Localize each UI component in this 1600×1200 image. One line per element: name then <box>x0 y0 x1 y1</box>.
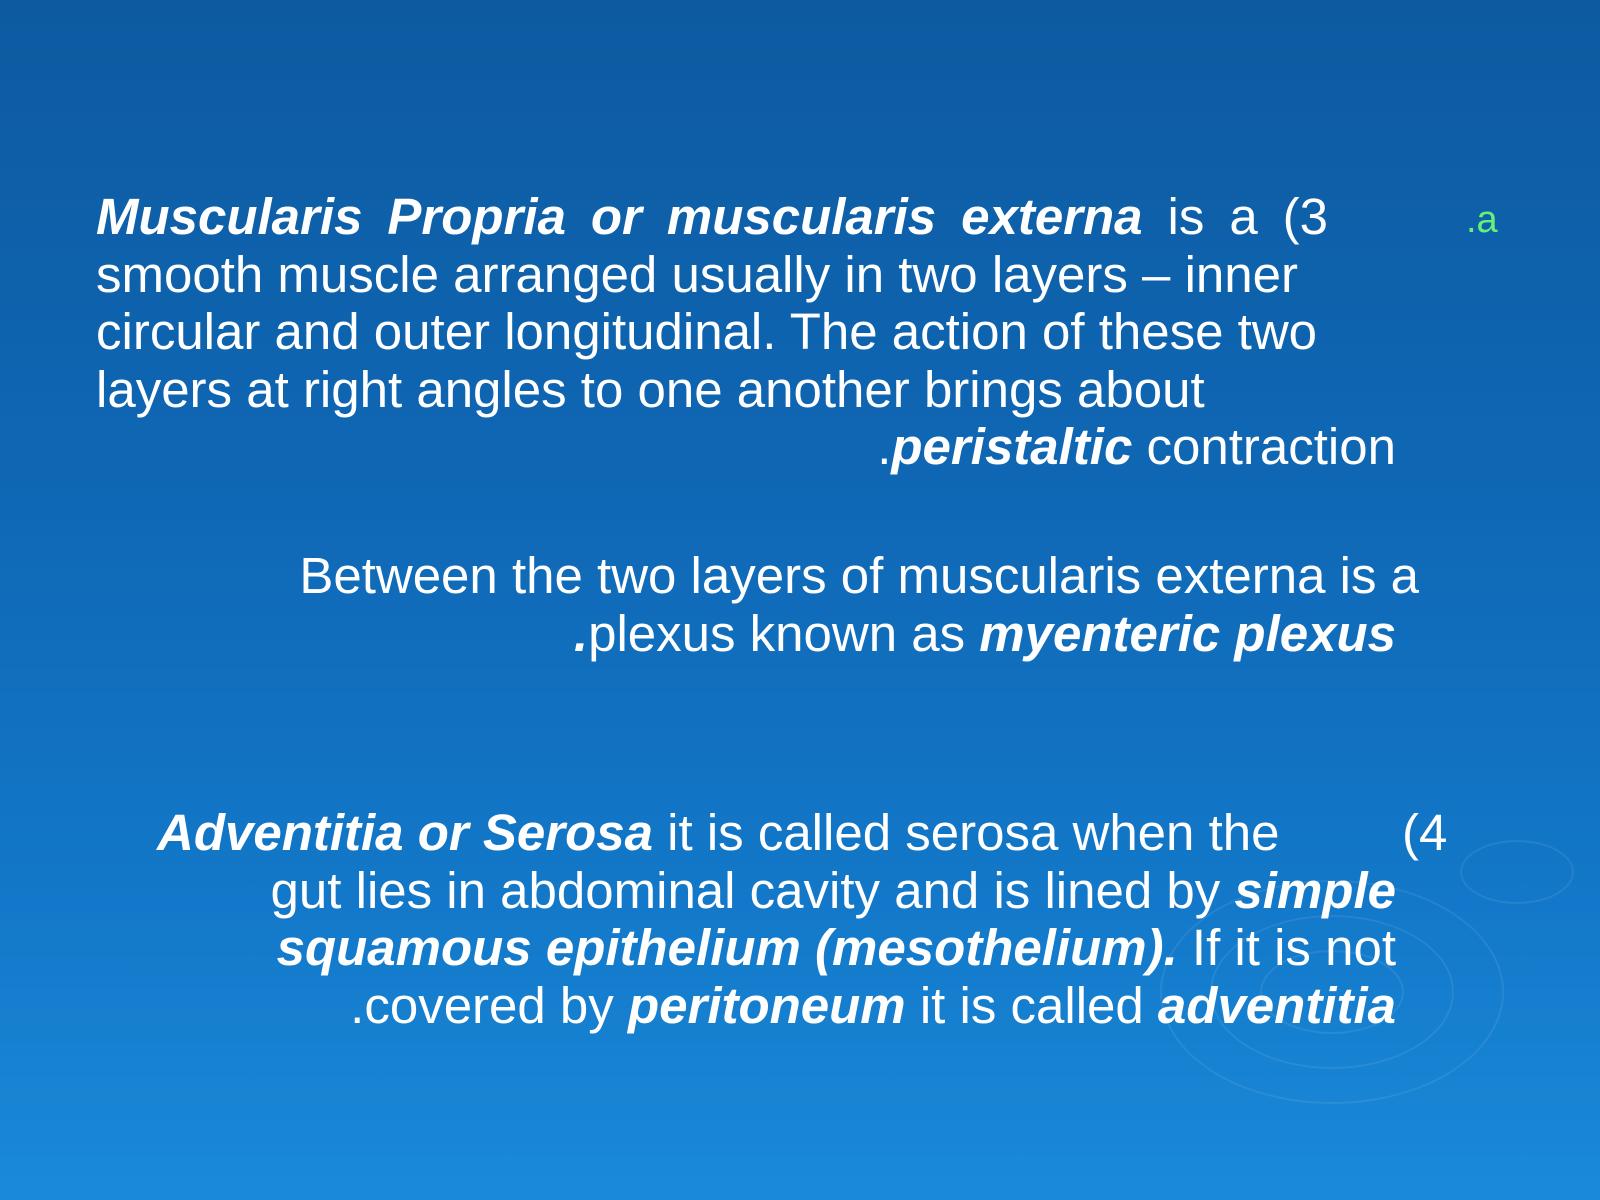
text-word: inner <box>1184 245 1298 303</box>
text-word: two <box>1237 303 1318 360</box>
section-4-line-1 <box>96 804 1448 862</box>
section-4-line-4 <box>96 977 1396 1035</box>
text-word: is <box>1167 188 1205 245</box>
term-adventitia-serosa: Adventitia or Serosa <box>157 804 653 861</box>
text-word: and <box>274 303 360 360</box>
ripple-decoration <box>1460 840 1574 904</box>
section-3-line-5 <box>96 418 1396 476</box>
text-fragment: . <box>877 418 892 475</box>
text-word: circular <box>96 303 261 360</box>
text-fragment: . <box>573 604 589 662</box>
text-word: about <box>1077 360 1205 418</box>
term-simple: simple <box>1234 861 1396 919</box>
text-fragment: it is called serosa when the <box>652 804 1280 861</box>
section-4-line-3 <box>96 919 1396 977</box>
term-myenteric-plexus: myenteric plexus <box>979 604 1396 662</box>
text-word: layers <box>991 245 1128 303</box>
text-word: muscle <box>277 245 439 303</box>
section-3-line-1 <box>96 188 1396 246</box>
text-word: at <box>246 360 289 418</box>
text-word: outer <box>373 303 491 360</box>
term-word: or <box>590 188 642 245</box>
text-word: two <box>898 245 978 303</box>
text-word: another <box>736 360 910 418</box>
term-word: externa <box>961 188 1143 245</box>
text-word: in <box>844 245 885 303</box>
section-3-line-2 <box>96 246 1396 304</box>
list-marker: .a <box>1466 199 1498 241</box>
myenteric-paragraph <box>96 547 1419 662</box>
text-word: a <box>1229 188 1258 245</box>
text-word: The <box>789 303 878 360</box>
text-fragment: gut lies in abdominal cavity and is lined by <box>270 861 1235 919</box>
text-word: smooth <box>96 245 264 303</box>
section-3-paragraph <box>96 188 1396 476</box>
text-fragment: plexus known as <box>588 604 980 662</box>
text-word: these <box>1098 303 1224 360</box>
text-word: to <box>580 360 624 418</box>
text-word: longitudinal. <box>504 303 777 360</box>
section-4-paragraph <box>96 804 1448 1034</box>
term-squamous-epithelium: squamous epithelium (mesothelium). <box>276 919 1178 976</box>
text-word: action <box>891 303 1028 360</box>
term-word: Propria <box>387 188 566 245</box>
text-fragment: .covered by <box>350 976 628 1034</box>
myenteric-line-2 <box>96 605 1396 663</box>
term-word: Muscularis <box>96 188 363 245</box>
text-fragment: If it is not <box>1177 919 1396 976</box>
text-fragment: contraction <box>1132 418 1396 475</box>
text-fragment: it is called <box>905 976 1158 1034</box>
section-4-line-2 <box>96 862 1396 920</box>
text-word: angles <box>416 360 567 418</box>
section-3-line-3 <box>96 303 1396 361</box>
term-adventitia: adventitia <box>1157 976 1396 1034</box>
myenteric-line-1: Between the two layers of muscularis externa is a <box>299 547 1419 604</box>
text-word: usually <box>671 245 831 303</box>
text-word: layers <box>96 360 233 418</box>
text-word: arranged <box>453 245 658 303</box>
text-word: right <box>302 360 403 418</box>
text-word: brings <box>923 360 1063 418</box>
term-word: muscularis <box>666 188 937 245</box>
section-3-number: (3 <box>1282 188 1328 245</box>
text-word: – <box>1142 245 1171 303</box>
text-word: of <box>1042 303 1085 360</box>
section-4-number: (4 <box>1402 804 1448 861</box>
term-peristaltic: peristaltic <box>891 418 1133 475</box>
term-peritoneum: peritoneum <box>627 976 906 1034</box>
section-3-line-4 <box>96 361 1396 419</box>
text-word: one <box>637 360 723 418</box>
